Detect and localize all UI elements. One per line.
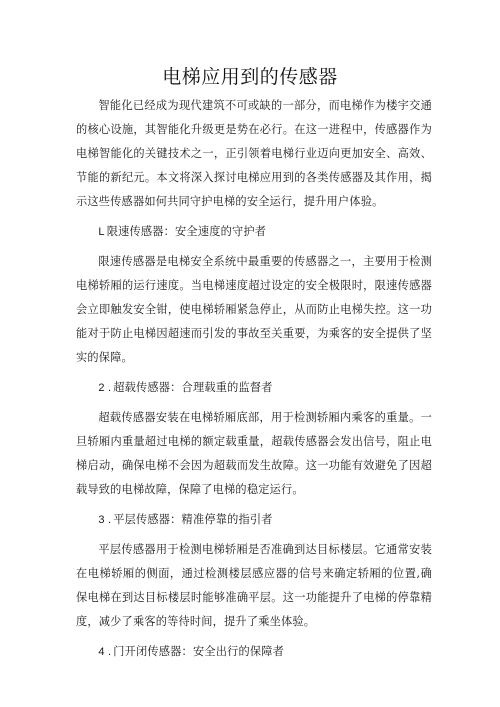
section-paragraph-3: 平层传感器用于检测电梯轿厢是否准确到达目标楼层。它通常安装在电梯轿厢的侧面，通过检测楼层感应器的信号来确定轿厢的位置,确保电梯在到达目标楼层时能够准确平层。这一功能提升了电梯的停靠精度，减少了乘客的等待时间，提升了乘坐体验。 — [76, 543, 432, 628]
section-heading-1 — [76, 220, 432, 244]
section-number-1: L — [98, 226, 105, 238]
section-heading-text-3: 平层传感器：精准停靠的指引者 — [113, 513, 273, 526]
section-heading-text-2: 超载传感器：合理载重的监督者 — [113, 381, 273, 394]
section-number-4: 4 . — [98, 646, 112, 658]
section-paragraph-2: 超载传感器安装在电梯轿厢底部，用于检测轿厢内乘客的重量。一旦轿厢内重量超过电梯的额定载重量，超载传感器会发出信号，阻止电梯启动，确保电梯不会因为超载而发生故障。这一功能有效避免了因超载导致的电梯故障，保障了电梯的稳定运行。 — [76, 411, 432, 496]
intro-paragraph: 智能化已经成为现代建筑不可或缺的一部分，而电梯作为楼宇交通的核心设施，其智能化升级更是势在必行。在这一进程中，传感器作为电梯智能化的关键技术之一，正引领着电梯行业迈向更加安全、高效、节能的新纪元。本文将深入探讨电梯应用到的各类传感器及其作用，揭示这些传感器如何共同守护电梯的安全运行，提升用户体验。 — [76, 99, 432, 208]
section-number-2: 2 . — [98, 382, 112, 394]
section-paragraph-1: 限速传感器是电梯安全系统中最重要的传感器之一，主要用于检测电梯轿厢的运行速度。当电梯速度超过设定的安全极限时，限速传感器会立即触发安全钳，使电梯轿厢紧急停止，从而防止电梯失控。这一功能对于防止电梯因超速而引发的事故至关重要，为乘客的安全提供了坚实的保障。 — [76, 255, 432, 364]
section-heading-2 — [76, 376, 432, 400]
document-body — [76, 94, 432, 670]
section-number-3: 3 . — [98, 514, 112, 526]
section-heading-text-1: 限速传感器：安全速度的守护者 — [106, 225, 267, 238]
section-heading-4 — [76, 640, 432, 664]
section-heading-text-4: 门开闭传感器：安全出行的保障者 — [113, 645, 285, 658]
section-heading-3 — [76, 508, 432, 532]
document-title: 电梯应用到的传感器 — [162, 66, 338, 88]
